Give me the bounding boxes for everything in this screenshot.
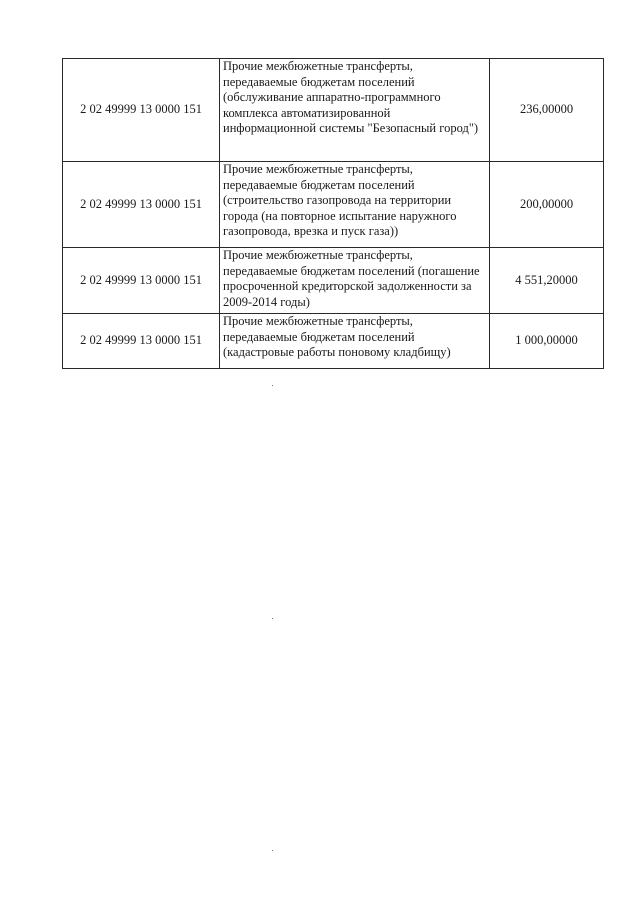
description-line: комплекса автоматизированной	[223, 105, 391, 120]
description-line: газопровода, врезка и пуск газа))	[223, 224, 399, 238]
table-row	[63, 248, 604, 314]
description-line: передаваемые бюджетам поселений (погашение	[223, 263, 480, 278]
description-cell	[220, 162, 490, 248]
budget-code-cell: 2 02 49999 13 0000 151	[63, 59, 220, 162]
description-line: (кадастровые работы поновому кладбищу)	[223, 345, 451, 359]
budget-table	[62, 58, 604, 369]
description-cell	[220, 59, 490, 162]
scan-speck	[272, 850, 273, 851]
description-line: передаваемые бюджетам поселений	[223, 74, 415, 89]
scan-speck	[272, 618, 273, 619]
description-line: Прочие межбюжетные трансферты,	[223, 248, 413, 262]
amount-cell: 1 000,00000	[490, 314, 604, 369]
description-line: Прочие межбюжетные трансферты,	[223, 314, 413, 328]
description-line: передаваемые бюджетам поселений	[223, 177, 415, 192]
description-line: передаваемые бюджетам поселений	[223, 329, 415, 344]
description-line: просроченной кредиторской задолженности за	[223, 279, 472, 293]
description-line: 2009-2014 годы)	[223, 294, 310, 309]
amount-cell: 236,00000	[490, 59, 604, 162]
description-line: (обслуживание аппаратно-программного	[223, 90, 441, 104]
description-line: Прочие межбюжетные трансферты,	[223, 162, 413, 176]
scan-speck	[272, 385, 273, 386]
budget-code-cell: 2 02 49999 13 0000 151	[63, 248, 220, 314]
table-row	[63, 59, 604, 162]
table-row	[63, 314, 604, 369]
budget-code-cell: 2 02 49999 13 0000 151	[63, 314, 220, 369]
description-cell	[220, 248, 490, 314]
description-line: информационной системы "Безопасный город")	[223, 121, 479, 135]
amount-cell: 4 551,20000	[490, 248, 604, 314]
description-line: города (на повторное испытание наружного	[223, 208, 457, 223]
description-line: Прочие межбюжетные трансферты,	[223, 59, 413, 73]
table-row	[63, 162, 604, 248]
description-cell	[220, 314, 490, 369]
budget-code-cell: 2 02 49999 13 0000 151	[63, 162, 220, 248]
description-line: (строительство газопровода на территории	[223, 193, 452, 207]
amount-cell: 200,00000	[490, 162, 604, 248]
